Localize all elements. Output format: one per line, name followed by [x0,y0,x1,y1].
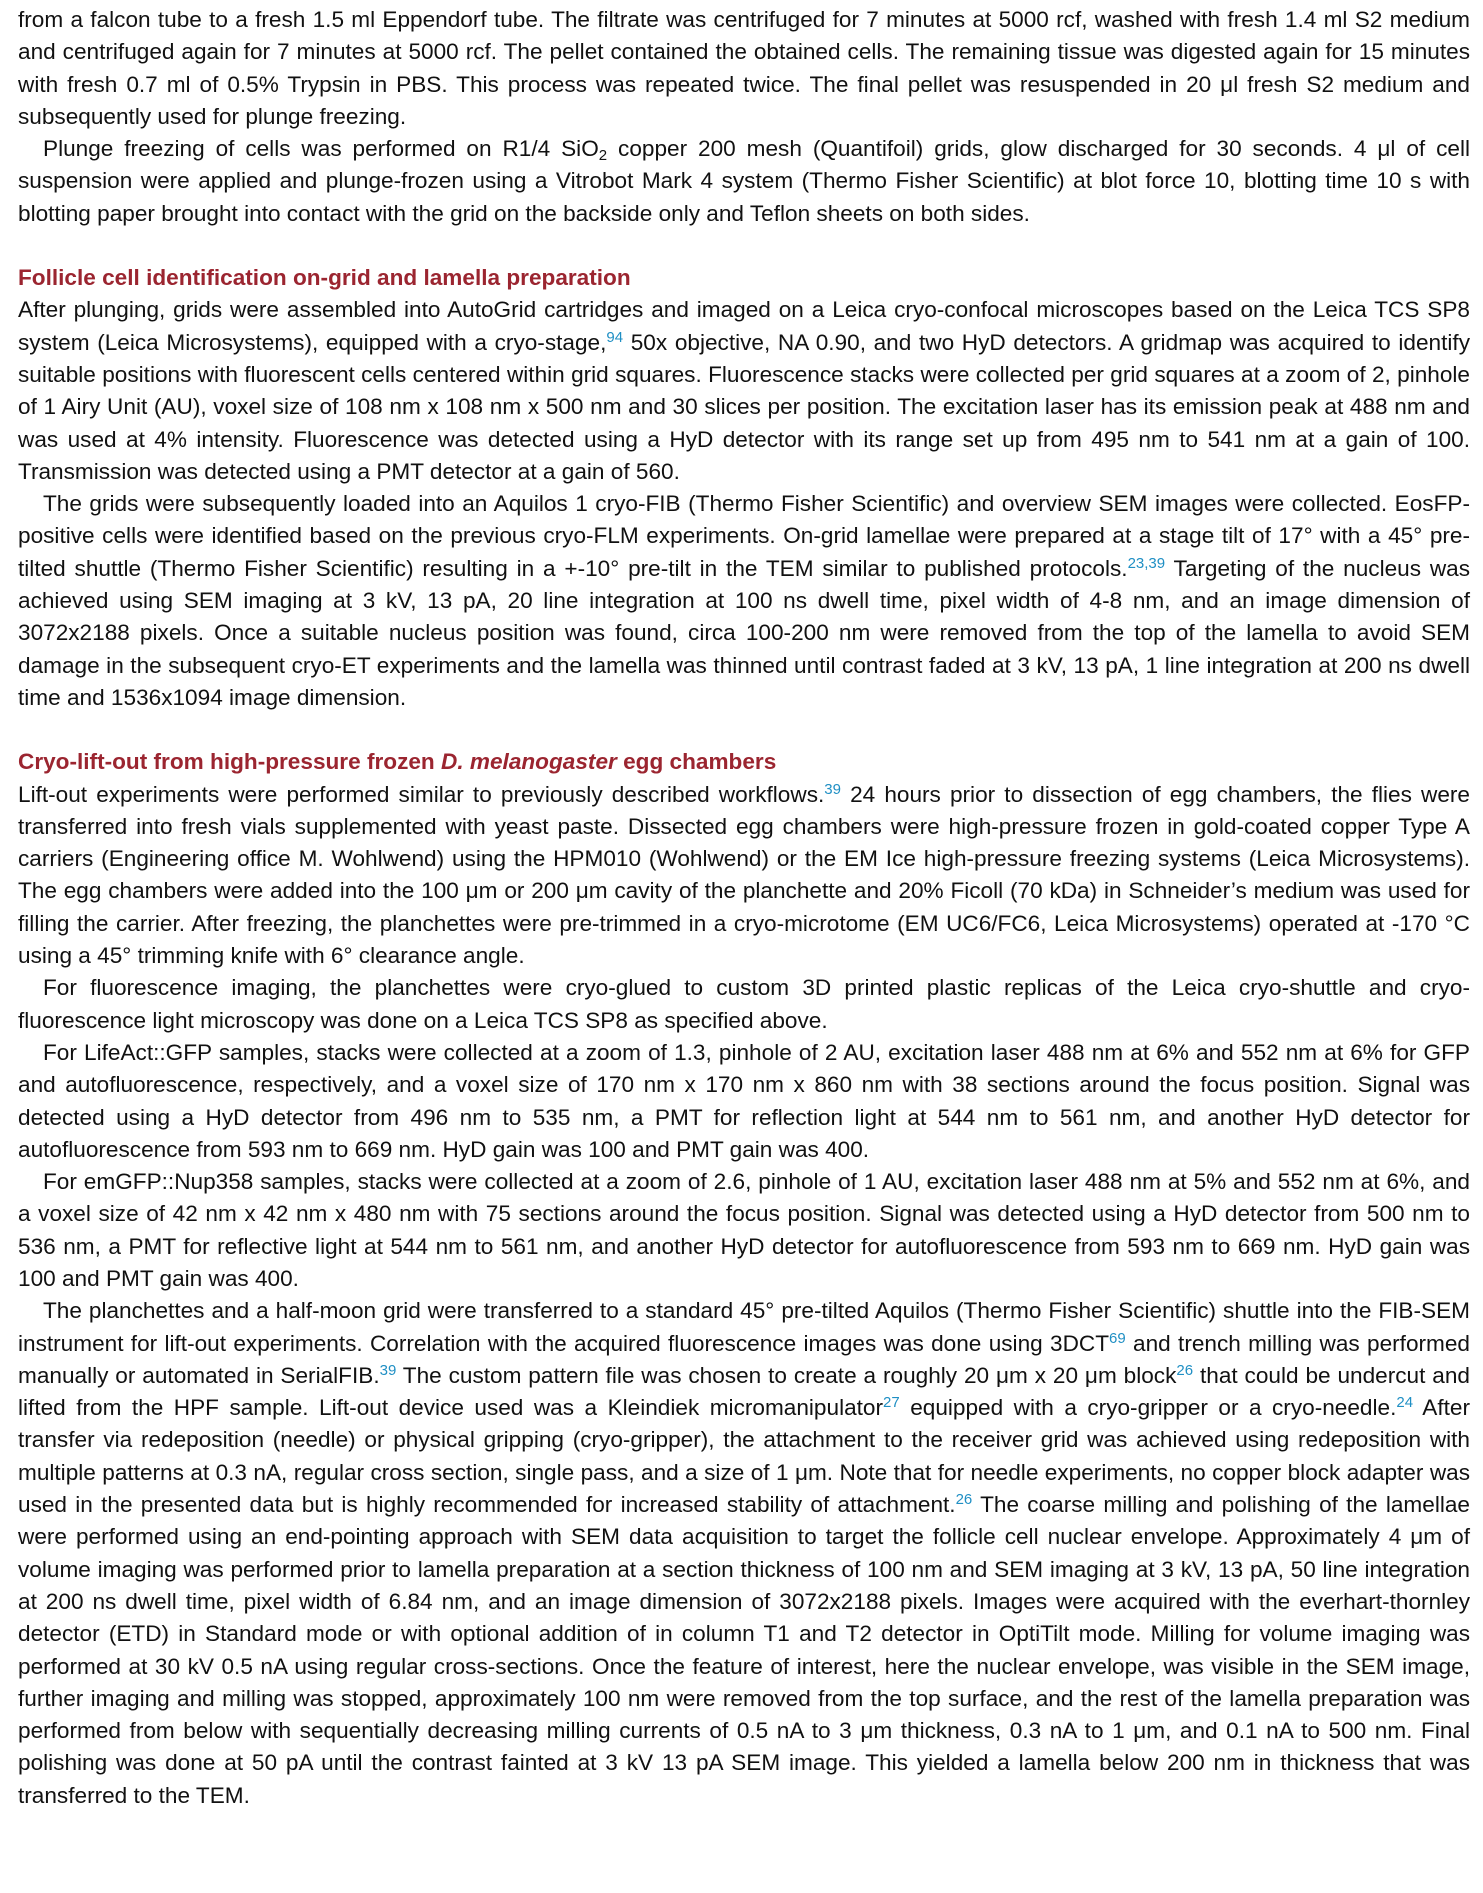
text-run: For fluorescence imaging, the planchettes were cryo-glued to custom 3D printed plastic replicas of the Leica cryo-shuttle and cryo-fluorescence light microscopy was done on a Leica TCS SP8 as specified above. [18,975,1470,1033]
text-run: Lift-out experiments were performed similar to previously described workflows. [18,781,825,807]
citation-reference: 26 [955,1491,973,1509]
text-run: from a falcon tube to a fresh 1.5 ml Eppendorf tube. The filtrate was centrifuged for 7 minutes at 5000 rcf, washed with fresh 1.4 ml S2 medium and centrifuged again for 7 minutes at 5000 rcf. The pellet contained the obtained cells. The remaining tissue was digested again for 15 minutes with fresh 0.7 ml of 0.5% Trypsin in PBS. This process was repeated twice. The final pellet was resuspended in 20 μl fresh S2 medium and subsequently used for plunge freezing. [18,7,1470,129]
section2-paragraph-3 [18,1037,1470,1166]
text-run: For LifeAct::GFP samples, stacks were collected at a zoom of 1.3, pinhole of 2 AU, excitation laser 488 nm at 6% and 552 nm at 6% for GFP and autofluorescence, respectively, and a voxel size of 170 nm x 170 nm x 860 nm with 38 sections around the focus position. Signal was detected using a HyD detector from 496 nm to 535 nm, a PMT for reflection light at 544 nm to 561 nm, and another HyD detector for autofluorescence from 593 nm to 669 nm. HyD gain was 100 and PMT gain was 400. [18,1039,1470,1162]
citation-reference: 24 [1396,1394,1414,1412]
intro-paragraph-1 [18,4,1470,133]
section1-paragraph-2 [18,488,1470,714]
text-run: The grids were subsequently loaded into an Aquilos 1 cryo-FIB (Thermo Fisher Scientific) and overview SEM images were collected. EosFP-positive cells were identified based on the previous cryo-FLM experiments. On-grid lamellae were prepared at a stage tilt of 17° with a 45° pre-tilted shuttle (Thermo Fisher Scientific) resulting in a +-10° pre-tilt in the TEM similar to published protocols. [18,491,1470,581]
text-run: and trench milling was performed manually or automated in SerialFIB. [18,1330,1470,1388]
text-run: For emGFP::Nup358 samples, stacks were collected at a zoom of 2.6, pinhole of 1 AU, excitation laser 488 nm at 5% and 552 nm at 6%, and a voxel size of 42 nm x 42 nm x 480 nm with 75 sections around the focus position. Signal was detected using a HyD detector from 500 nm to 536 nm, a PMT for reflective light at 544 nm to 561 nm, and another HyD detector for autofluorescence from 593 nm to 669 nm. HyD gain was 100 and PMT gain was 400. [18,1169,1470,1291]
citation-reference: 23,39 [1127,554,1166,572]
text-run: 50x objective, NA 0.90, and two HyD detectors. A gridmap was acquired to identify suitable positions with fluorescent cells centered within grid squares. Fluorescence stacks were collected per grid squares at a zoom of 2, pinhole of 1 Airy Unit (AU), voxel size of 108 nm x 108 nm x 500 nm and 30 slices per position. The excitation laser has its emission peak at 488 nm and was used at 4% intensity. Fluorescence was detected using a HyD detector with its range set up from 495 nm to 541 nm at a gain of 100. Transmission was detected using a PMT detector at a gain of 560. [18,329,1470,484]
citation-reference: 39 [379,1361,397,1379]
citation-reference: 39 [824,780,841,798]
section2-paragraph-4 [18,1166,1470,1295]
text-run: copper 200 mesh (Quantifoil) grids, glow discharged for 30 seconds. 4 μl of cell suspension were applied and plunge-frozen using a Vitrobot Mark 4 system (Thermo Fisher Scientific) at blot force 10, blotting time 10 s with blotting paper brought into contact with the grid on the backside only and Teflon sheets on both sides. [18,136,1470,226]
citation-reference: 27 [883,1394,900,1412]
text-run: that could be undercut and lifted from the HPF sample. Lift-out device used was a Kleindiek micromanipulator [18,1362,1470,1421]
text-run: The custom pattern file was chosen to create a roughly 20 μm x 20 μm block [396,1362,1177,1388]
section2-paragraph-5 [18,1295,1470,1812]
text-run: Targeting of the nucleus was achieved using SEM imaging at 3 kV, 13 pA, 20 line integration at 100 ns dwell time, pixel width of 4-8 nm, and an image dimension of 3072x2188 pixels. Once a suitable nucleus position was found, circa 100-200 nm were removed from the top of the lamella to avoid SEM damage in the subsequent cryo-ET experiments and the lamella was thinned until contrast faded at 3 kV, 13 pA, 1 line integration at 200 ns dwell time and 1536x1094 image dimension. [18,555,1471,710]
section2-paragraph-2 [18,972,1470,1037]
subscript: 2 [598,147,608,165]
text-run: The planchettes and a half-moon grid were transferred to a standard 45° pre-tilted Aquilos (Thermo Fisher Scientific) shuttle into the FIB-SEM instrument for lift-out experiments. Correlation with the acquired fluorescence images was done using 3DCT [18,1298,1470,1356]
text-run: Plunge freezing of cells was performed on R1/4 SiO [43,136,599,162]
text-run: equipped with a cryo-gripper or a cryo-needle. [899,1395,1397,1421]
section1-paragraph-1 [18,294,1470,488]
citation-reference: 94 [606,328,624,346]
text-run: The coarse milling and polishing of the lamellae were performed using an end-pointing approach with SEM data acquisition to target the follicle cell nuclear envelope. Approximately 4 μm of volume imaging was performed prior to lamella preparation at a section thickness of 100 nm and SEM imaging at 3 kV, 13 pA, 50 line integration at 200 ns dwell time, pixel width of 6.84 nm, and an image dimension of 3072x2188 pixels. Images were acquired with the everhart-thornley detector (ETD) in Standard mode or with optional addition of in column T1 and T2 detector in OptiTilt mode. Milling for volume imaging was performed at 30 kV 0.5 nA using regular cross-sections. Once the feature of interest, here the nuclear envelope, was visible in the SEM image, further imaging and milling was stopped, approximately 100 nm were removed from the top surface, and the rest of the lamella preparation was performed from below with sequentially decreasing milling currents of 0.5 nA to 3 μm thickness, 0.3 nA to 1 μm, and 0.1 nA to 500 nm. Final polishing was done at 50 pA until the contrast fainted at 3 kV 13 pA SEM image. This yielded a lamella below 200 nm in thickness that was transferred to the TEM. [18,1492,1470,1808]
section-heading-follicle-cell-identification: Follicle cell identification on-grid and lamella preparation [18,265,631,291]
section-heading-cryo-lift-out-species: D. melanogaster [441,749,617,775]
text-run: 24 hours prior to dissection of egg chambers, the flies were transferred into fresh vials supplemented with yeast paste. Dissected egg chambers were high-pressure frozen in gold-coated copper Type A carriers (Engineering office M. Wohlwend) using the HPM010 (Wohlwend) or the EM Ice high-pressure freezing systems (Leica Microsystems). The egg chambers were added into the 100 μm or 200 μm cavity of the planchette and 20% Ficoll (70 kDa) in Schneider’s medium was used for filling the carrier. After freezing, the planchettes were pre-trimmed in a cryo-microtome (EM UC6/FC6, Leica Microsystems) operated at -170 °C using a 45° trimming knife with 6° clearance angle. [18,781,1470,969]
text-run: After plunging, grids were assembled into AutoGrid cartridges and imaged on a Leica cryo-confocal microscopes based on the Leica TCS SP8 system (Leica Microsystems), equipped with a cryo-stage, [18,297,1470,355]
intro-paragraph-2 [18,133,1470,230]
section-heading-cryo-lift-out-post: egg chambers [616,749,777,775]
section2-paragraph-1 [18,779,1470,973]
section-heading-cryo-lift-out-pre: Cryo-lift-out from high-pressure frozen [18,749,442,775]
text-run: After transfer via redeposition (needle) or physical gripping (cryo-gripper), the attachment to the receiver grid was achieved using redeposition with multiple patterns at 0.3 nA, regular cross section, single pass, and a size of 1 μm. Note that for needle experiments, no copper block adapter was used in the presented data but is highly recommended for increased stability of attachment. [18,1395,1470,1518]
citation-reference: 69 [1109,1329,1126,1347]
citation-reference: 26 [1176,1361,1194,1379]
section-heading-cryo-lift-out [18,746,1470,778]
